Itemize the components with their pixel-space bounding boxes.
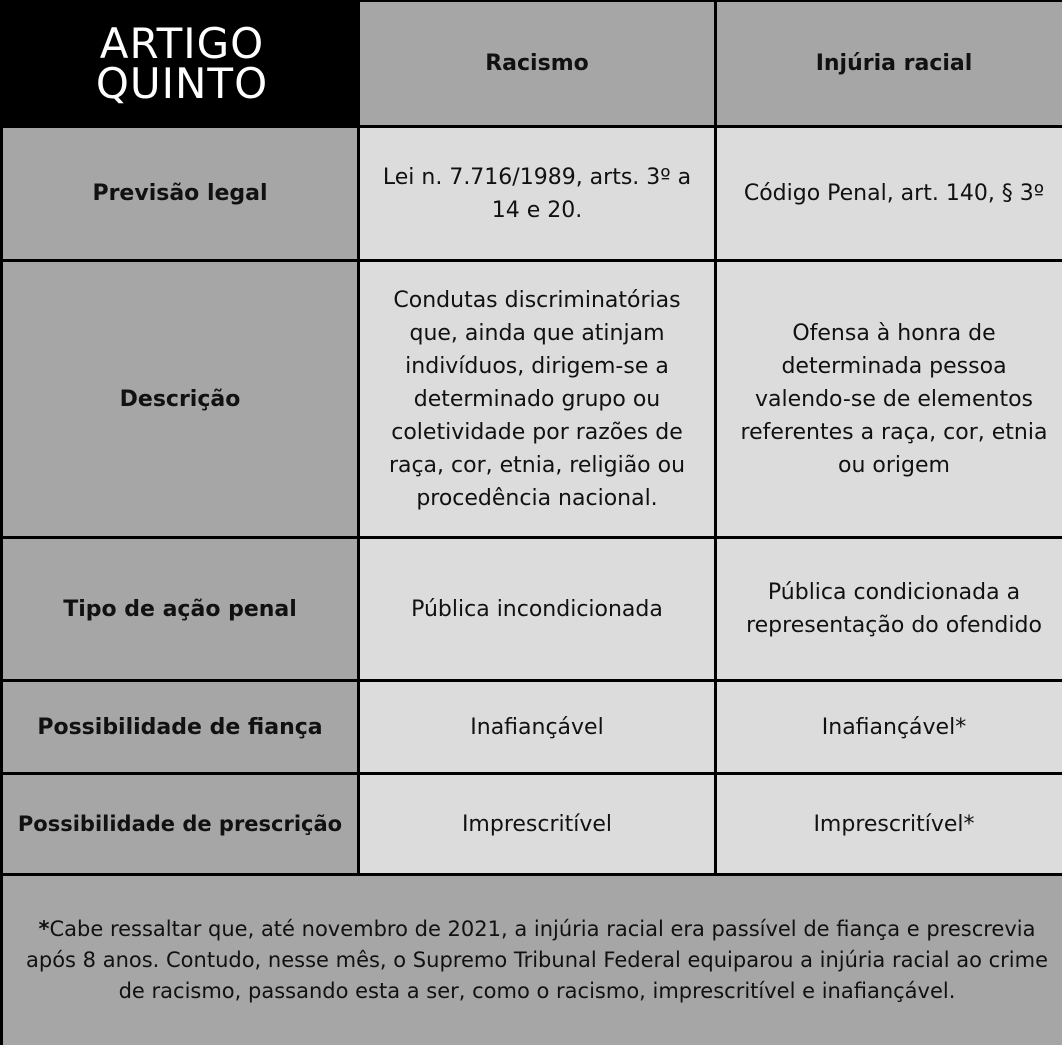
row-label-previsao: Previsão legal [3,128,357,259]
row-label-prescricao: Possibilidade de prescrição [3,775,357,873]
footnote-star: * [38,917,50,941]
cell-racismo-acao-penal: Pública incondicionada [360,539,714,679]
brand-logo [3,2,357,125]
cell-racismo-prescricao: Imprescritível [360,775,714,873]
footnote-body: Cabe ressaltar que, até novembro de 2021, a injúria racial era passível de fiança e prescrevia após 8 anos. Contudo, nesse mês, o Supremo Tribunal Federal equiparou a injúria racial ao crime de racismo, passando esta a ser, como o racismo, imprescritível e inafiançável. [26,917,1048,1003]
cell-racismo-descricao: Condutas discriminatórias que, ainda que atinjam indivíduos, dirigem-se a determinado grupo ou coletividade por razões de raça, cor, etnia, religião ou procedência nacional. [360,262,714,536]
cell-injuria-acao-penal: Pública condicionada a representação do ofendido [717,539,1062,679]
row-label-acao-penal: Tipo de ação penal [3,539,357,679]
column-header-injuria: Injúria racial [717,2,1062,125]
column-header-racismo: Racismo [360,2,714,125]
cell-injuria-prescricao: Imprescritível* [717,775,1062,873]
cell-racismo-fianca: Inafiançável [360,682,714,772]
row-label-descricao: Descrição [3,262,357,536]
brand-line-1: ARTIGO [99,18,265,68]
cell-injuria-previsao: Código Penal, art. 140, § 3º [717,128,1062,259]
cell-injuria-fianca: Inafiançável* [717,682,1062,772]
footnote [3,876,1062,1045]
row-label-fianca: Possibilidade de fiança [3,682,357,772]
cell-racismo-previsao: Lei n. 7.716/1989, arts. 3º a 14 e 20. [360,128,714,259]
footnote-text [21,914,1053,1007]
cell-injuria-descricao: Ofensa à honra de determinada pessoa valendo-se de elementos referentes a raça, cor, etnia ou origem [717,262,1062,536]
brand-line-2: QUINTO [95,58,269,108]
